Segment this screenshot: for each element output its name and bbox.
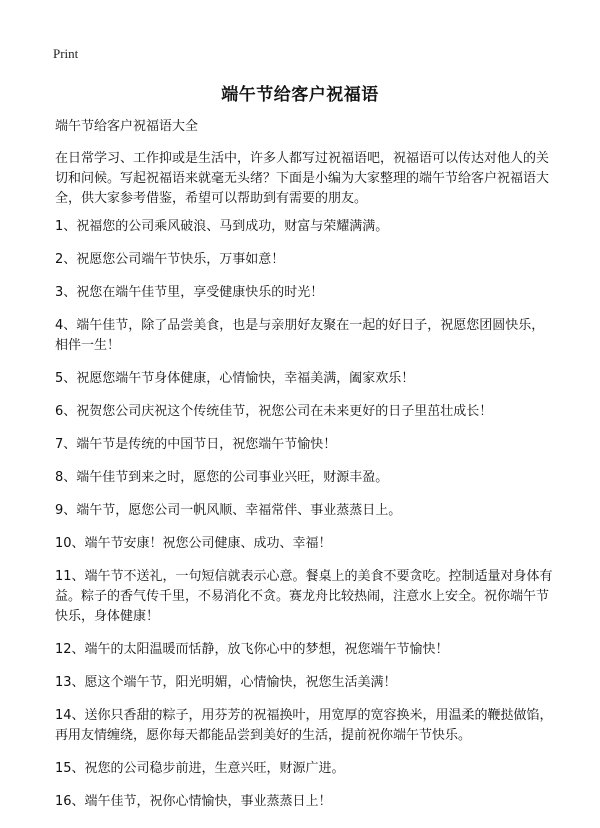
blessing-item-14: 14、送你只香甜的粽子，用芬芳的祝福换叶，用宽厚的宽容换米，用温柔的鞭挞做馅，再用友情缠绕，愿你每天都能品尝到美好的生活，提前祝你端午节快乐。 — [55, 708, 553, 743]
page-title: 端午节给客户祝福语 — [221, 85, 379, 105]
blessing-item-4: 4、端午佳节，除了品尝美食，也是与亲朋好友聚在一起的好日子，祝愿您团圆快乐，相伴一生！ — [55, 318, 545, 353]
blessing-item-16: 16、端午佳节，祝你心情愉快，事业蒸蒸日上！ — [55, 794, 332, 809]
blessing-item-2: 2、祝愿您公司端午节快乐，万事如意！ — [55, 252, 285, 267]
print-link[interactable]: Print — [53, 46, 79, 61]
blessing-item-15: 15、祝您的公司稳步前进，生意兴旺，财源广进。 — [55, 761, 345, 776]
blessing-item-7: 7、端午节是传统的中国节日，祝您端午节愉快！ — [55, 437, 337, 452]
intro-paragraph: 在日常学习、工作抑或是生活中，许多人都写过祝福语吧，祝福语可以传达对他人的关切和问候。写起祝福语来就毫无头绪？下面是小编为大家整理的端午节给客户祝福语大全，供大家参考借鉴，希望可以帮助到有需要的朋友。 — [55, 151, 550, 206]
blessing-item-10: 10、端午节安康！祝您公司健康、成功、幸福！ — [55, 536, 332, 551]
blessing-item-9: 9、端午节，愿您公司一帆风顺、幸福常伴、事业蒸蒸日上。 — [55, 503, 402, 518]
blessing-item-8: 8、端午佳节到来之时，愿您的公司事业兴旺，财源丰盈。 — [55, 470, 389, 485]
blessing-item-13: 13、愿这个端午节，阳光明媚，心情愉快，祝您生活美满！ — [55, 675, 397, 690]
blessing-item-6: 6、祝贺您公司庆祝这个传统佳节，祝您公司在未来更好的日子里茁壮成长！ — [55, 404, 493, 419]
blessing-item-5: 5、祝愿您端午节身体健康，心情愉快，幸福美满，阖家欢乐！ — [55, 371, 415, 386]
blessing-item-12: 12、端午的太阳温暖而恬静，放飞你心中的梦想，祝您端午节愉快！ — [55, 642, 449, 657]
blessing-item-1: 1、祝福您的公司乘风破浪、马到成功，财富与荣耀满满。 — [55, 219, 389, 234]
blessing-item-11: 11、端午节不送礼，一句短信就表示心意。餐桌上的美食不要贪吃。控制适量对身体有益。粽子的香气传千里，不易消化不贪。赛龙舟比较热闹，注意水上安全。祝你端午节快乐，身体健康！ — [55, 569, 553, 624]
blessing-item-3: 3、祝您在端午佳节里，享受健康快乐的时光！ — [55, 285, 324, 300]
article-subtitle: 端午节给客户祝福语大全 — [55, 119, 199, 134]
article-body — [55, 117, 555, 825]
